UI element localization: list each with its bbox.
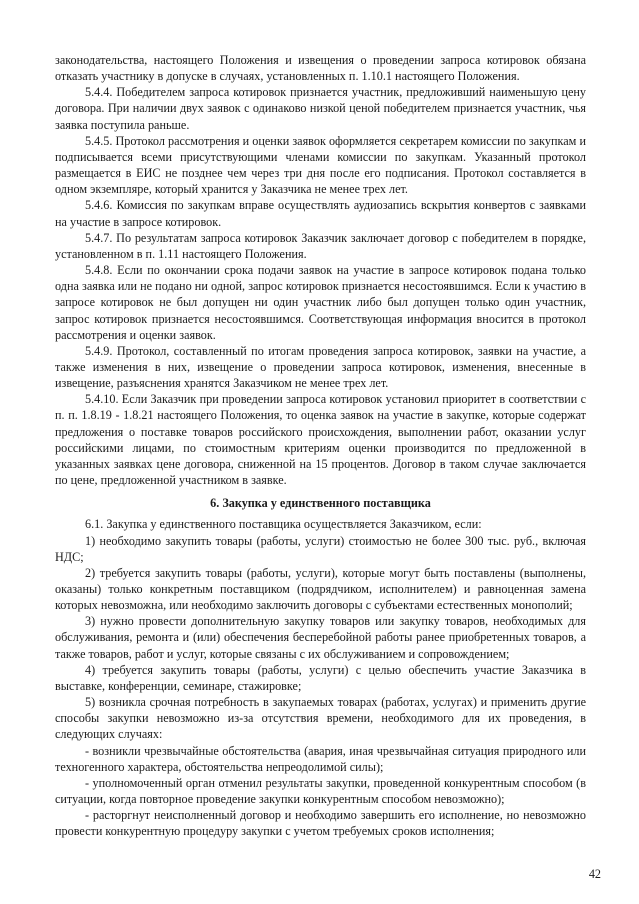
clause-5-4-5: 5.4.5. Протокол рассмотрения и оценки заявок оформляется секретарем комиссии по закупкам и подписывается всеми присутствующими членами комиссии по закупкам. Указанный протокол размещается в ЕИС не позднее чем через три дня после его подписания. Протокол составляется в одном экземпляре, который хранится у Заказчика не менее трех лет. xyxy=(55,133,586,197)
dash-item-2: - уполномоченный орган отменил результаты закупки, проведенной конкурентным способом (в ситуации, когда повторное проведение закупки конкурентным способом невозможно); xyxy=(55,775,586,807)
clause-5-4-9: 5.4.9. Протокол, составленный по итогам проведения запроса котировок, заявки на участие, а также изменения в них, извещение о проведении запроса котировок, изменения, внесенные в извещение, разъяснения хранятся Заказчиком не менее трех лет. xyxy=(55,343,586,391)
dash-item-1: - возникли чрезвычайные обстоятельства (авария, иная чрезвычайная ситуация природного или техногенного характера, обстоятельства непреодолимой силы); xyxy=(55,743,586,774)
dash-item-3: - расторгнут неисполненный договор и необходимо завершить его исполнение, но невозможно провести конкурентную процедуру закупки с учетом требуемых сроков исполнения; xyxy=(55,808,586,839)
section-heading: 6. Закупка у единственного поставщика xyxy=(210,496,431,511)
clause-5-4-10: 5.4.10. Если Заказчик при проведении запроса котировок установил приоритет в соответствии с п. п. 1.8.19 - 1.8.21 настоящего Положения, то оценка заявок на участие в закупке, которые содержат предложения о поставке товаров российского происхождения, выполнении работ, оказании услуг российскими лицами, по стоимостным критериям оценки производится по предложенной в указанных заявках цене договора, сниженной на 15 процентов. Договор в таком случае заключается по цене, предложенной участником в заявке. xyxy=(55,392,586,488)
list-item-5: 5) возникла срочная потребность в закупаемых товарах (работах, услугах) и применить другие способы закупки невозможно из-за отсутствия времени, необходимого для их проведения, в следующих случаях: xyxy=(55,695,586,742)
clause-5-4-7: 5.4.7. По результатам запроса котировок Заказчик заключает договор с победителем в порядке, установленном в п. 1.11 настоящего Положения. xyxy=(55,230,586,261)
list-item-1: 1) необходимо закупить товары (работы, услуги) стоимостью не более 300 тыс. руб., включая НДС; xyxy=(55,533,586,564)
list-item-3: 3) нужно провести дополнительную закупку товаров или закупку товаров, необходимых для обслуживания, ремонта и (или) обеспечения бесперебойной работы ранее приобретенных товаров, а также товаров, работ и услуг, которые связаны с их обслуживанием и сопровождением; xyxy=(55,614,586,661)
list-item-2: 2) требуется закупить товары (работы, услуги), которые могут быть поставлены (выполнены, оказаны) только конкретным поставщиком (подрядчиком, исполнителем) и равноценная замена которых невозможна, или необходимо заключить договоры с субъектами естественных монополий; xyxy=(55,565,586,613)
clause-5-4-6: 5.4.6. Комиссия по закупкам вправе осуществлять аудиозапись вскрытия конвертов с заявками на участие в запросе котировок. xyxy=(55,198,586,229)
clause-5-4-8: 5.4.8. Если по окончании срока подачи заявок на участие в запросе котировок подана только одна заявка или не подано ни одной, запрос котировок признается несостоявшимся. Если к участию в запросе котировок не был допущен ни один участник либо был допущен только один участник, запрос котировок признается несостоявшимся. Соответствующая информация вносится в протокол рассмотрения и оценки заявок. xyxy=(55,263,586,342)
page-number: 42 xyxy=(588,867,601,881)
clause-5-4-4: 5.4.4. Победителем запроса котировок признается участник, предложивший наименьшую цену договора. При наличии двух заявок с одинаково низкой ценой победителем признается участник, чья заявка поступила раньше. xyxy=(55,85,586,132)
list-item-4: 4) требуется закупить товары (работы, услуги) с целью обеспечить участие Заказчика в выставке, конференции, семинаре, стажировке; xyxy=(55,662,586,693)
paragraph-continuation: законодательства, настоящего Положения и извещения о проведении запроса котировок обязана отказать участнику в допуске в случаях, установленных п. 1.10.1 настоящего Положения. xyxy=(55,53,586,84)
paragraph-6-1: 6.1. Закупка у единственного поставщика осуществляется Заказчиком, если: xyxy=(85,517,482,532)
page-content xyxy=(55,52,586,840)
